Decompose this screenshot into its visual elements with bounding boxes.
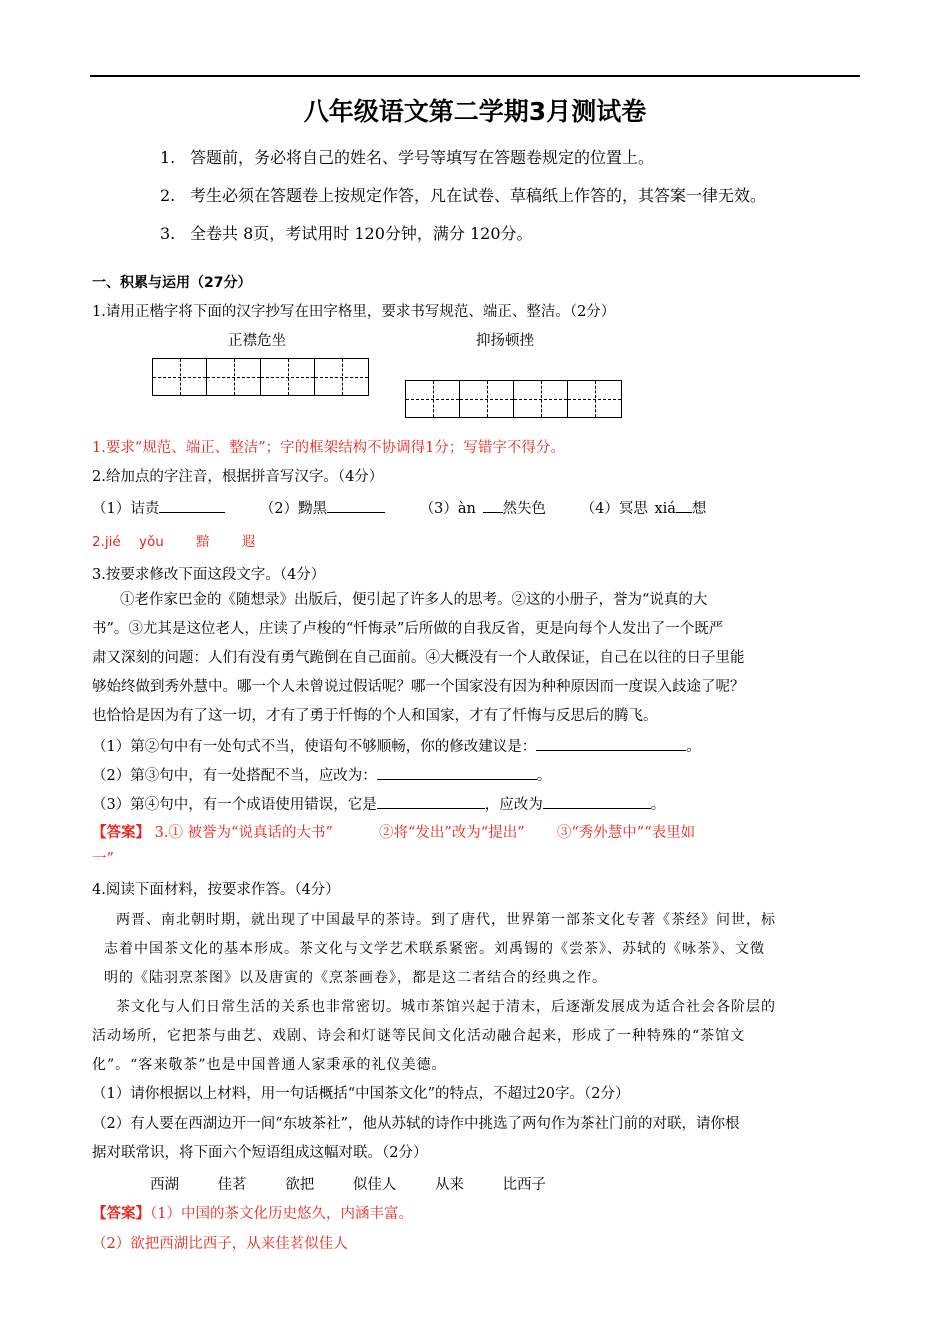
q4-answer-1: 【答案】（1）中国的茶文化历史悠久，内涵丰富。: [92, 1205, 413, 1222]
question-3: 3.按要求修改下面这段文字。（4分）: [92, 567, 326, 583]
q3-sub-3: （3）第④句中，有一个成语使用错误，它是 ，应改为 。: [92, 793, 665, 814]
q1-word-2: 抑扬顿挫: [476, 333, 534, 349]
notice-2: 2. 考生必须在答题卷上按规定作答，凡在试卷、草稿纸上作答的，其答案一律无效。: [160, 186, 767, 205]
q4-para-line-2: 志着中国茶文化的基本形成。茶文化与文学艺术联系紧密。刘禹锡的《尝茶》、苏轼的《咏茶》、文徵: [104, 941, 765, 957]
q3-para-line-5: 也恰恰是因为有了这一切，才有了勇于忏悔的个人和国家，才有了忏悔与反思后的腾飞。: [92, 708, 658, 724]
question-1: 1.请用正楷字将下面的汉字抄写在田字格里，要求书写规范、端正、整洁。（2分）: [92, 304, 616, 320]
notice-3: 3. 全卷共 8页，考试用时 120分钟，满分 120分。: [160, 224, 533, 243]
notice-1: 1. 答题前，务必将自己的姓名、学号等填写在答题卷规定的位置上。: [160, 148, 655, 167]
question-4: 4.阅读下面材料，按要求作答。（4分）: [92, 882, 340, 898]
q3-blank-3[interactable]: [377, 794, 485, 809]
q2-items: （1）诘责 （2）黝黑 （3）àn 然失色 （4）冥思 xiá 想: [92, 497, 706, 518]
q3-sub-2: （2）第③句中，有一处搭配不当，应改为： 。: [92, 764, 551, 785]
writing-grid-1[interactable]: [152, 358, 369, 396]
q2-blank-1[interactable]: [159, 498, 225, 513]
q3-para-line-1: ①老作家巴金的《随想录》出版后，便引起了许多人的思考。②这的小册子，誉为“说真的大: [120, 592, 708, 608]
q4-answer-2: （2）欲把西湖比西子，从来佳茗似佳人: [92, 1236, 348, 1252]
writing-grid-2[interactable]: [405, 380, 622, 418]
q2-item-4: （4）冥思 xiá: [580, 501, 676, 517]
phrase-6: 比西子: [502, 1177, 547, 1193]
q3-para-line-2: 书”。③尤其是这位老人，庄读了卢梭的“忏悔录”后所做的自我反省，更是向每个人发出了一个既严: [92, 621, 724, 637]
q1-answer: 1.要求“规范、端正、整洁”；字的框架结构不协调得1分；写错字不得分。: [92, 440, 565, 456]
q3-para-line-3: 肃又深刻的问题：人们有没有勇气跪倒在自己面前。④大概没有一个人敢保证，自己在以往的日子里能: [92, 650, 745, 666]
q4-para-line-3: 明的《陆羽烹茶图》以及唐寅的《烹茶画卷》，都是这二者结合的经典之作。: [104, 970, 607, 986]
section-heading: 一、积累与运用（27分）: [92, 275, 252, 291]
q3-blank-1[interactable]: [536, 736, 686, 751]
q2-item-2: （2）黝黑: [259, 501, 328, 517]
phrase-1: 西湖: [150, 1177, 179, 1193]
question-2: 2.给加点的字注音，根据拼音写汉字。（4分）: [92, 469, 384, 485]
q3-answer-line-1: 【答案】 3.① 被誉为“说真话的大书” ②将“发出”改为“提出” ③“秀外慧中”“表里如: [92, 824, 696, 841]
phrase-4: 似佳人: [352, 1177, 397, 1193]
q2-blank-3[interactable]: [483, 498, 503, 513]
q1-word-1: 正襟危坐: [228, 333, 286, 349]
q4-sub-2-line-1: （2）有人要在西湖边开一间“东坡茶社”，他从苏轼的诗作中挑选了两句作为茶社门前的对联，请你根: [92, 1116, 740, 1132]
q2-item-1: （1）诘责: [92, 501, 160, 517]
phrase-5: 从来: [434, 1177, 464, 1193]
top-rule: [90, 75, 860, 77]
q3-sub-1: （1）第②句中有一处句式不当，使语句不够顺畅，你的修改建议是： 。: [92, 735, 701, 756]
q2-item-3: （3）àn: [419, 501, 483, 517]
q3-blank-2[interactable]: [377, 765, 537, 780]
q4-phrases: [150, 1173, 546, 1194]
q4-para-line-5: 活动场所，它把茶与曲艺、戏剧、诗会和灯谜等民间文化活动融合起来，形成了一种特殊的“茶馆文: [92, 1028, 746, 1044]
page-title: 八年级语文第二学期3月测试卷: [303, 97, 647, 126]
q4-sub-1: （1）请你根据以上材料，用一句话概括“中国茶文化”的特点，不超过20字。（2分）: [92, 1086, 630, 1102]
q4-para-line-1: 两晋、南北朝时期，就出现了中国最早的茶诗。到了唐代，世界第一部茶文化专著《茶经》问世，标: [116, 912, 776, 928]
q3-para-line-4: 够始终做到秀外慧中。哪一个人未曾说过假话呢？哪一个国家没有因为种种原因而一度误入歧途了呢？: [92, 679, 745, 695]
q3-answer-line-2: 一”: [92, 851, 114, 867]
q3-blank-4[interactable]: [543, 794, 651, 809]
q2-blank-4[interactable]: [676, 498, 692, 513]
q2-blank-2[interactable]: [327, 498, 385, 513]
q4-para-line-6: 化”。“客来敬茶”也是中国普通人家秉承的礼仪美德。: [92, 1057, 447, 1073]
q4-sub-2-line-2: 据对联常识，将下面六个短语组成这幅对联。（2分）: [92, 1145, 428, 1161]
q4-para-line-4: 茶文化与人们日常生活的关系也非常密切。城市茶馆兴起于清末，后逐渐发展成为适合社会各阶层的: [116, 999, 776, 1015]
q2-answer: 2.jié yǒu 黯 遐: [92, 534, 256, 550]
phrase-2: 佳茗: [217, 1177, 247, 1193]
phrase-3: 欲把: [285, 1177, 315, 1193]
